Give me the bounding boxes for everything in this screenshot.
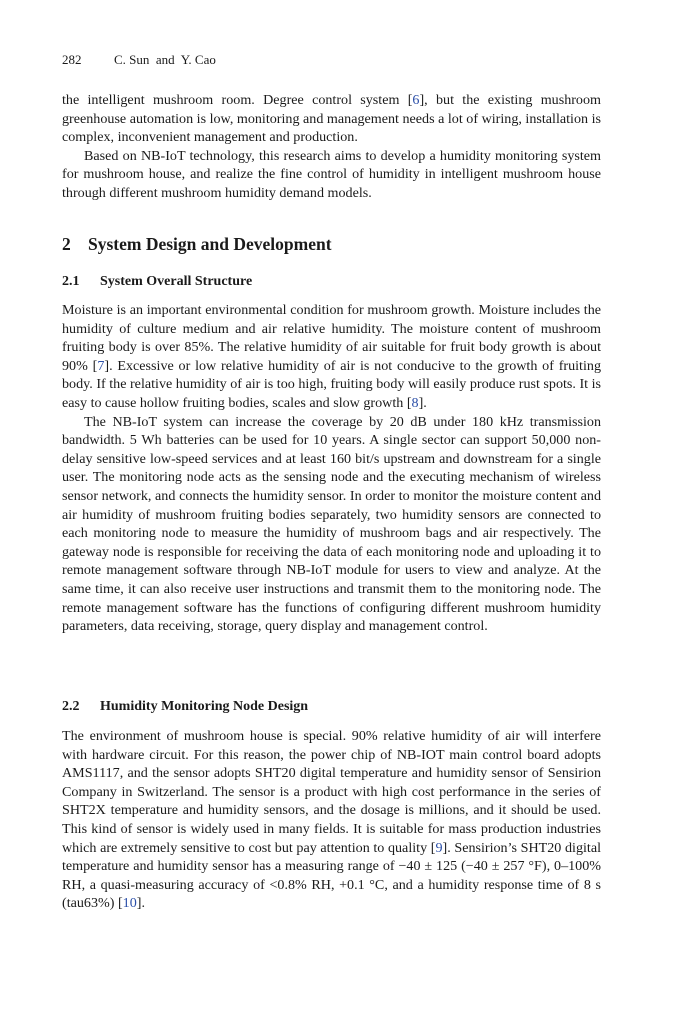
citation-link-9[interactable]: 9 (435, 839, 443, 856)
paragraph-environment (62, 727, 601, 913)
citation-link-8[interactable]: 8 (411, 394, 419, 411)
paragraph-moisture (62, 301, 601, 413)
subsection-title: Humidity Monitoring Node Design (100, 699, 309, 714)
running-header (62, 52, 216, 68)
subsection-number: 2.2 (62, 699, 80, 714)
subsection-heading-2-1 (62, 273, 601, 291)
text-run: ]. Excessive or low relative humidity of air is not conducive to the growth of fruiting body. If the relative humidity of air is too high, fruiting body will easily produce rust spots. It is easy to cause hollow fruiting bodies, scales and slow growth [ (62, 357, 601, 411)
intro-paragraph-2: Based on NB-IoT technology, this research aims to develop a humidity monitoring system for mushroom house, and realize the fine control of humidity in intelligent mushroom house through different mushroom humidity demand models. (62, 147, 601, 201)
subsection-2-1-body (62, 301, 601, 636)
paragraph-nbiot-system: The NB-IoT system can increase the coverage by 20 dB under 180 kHz transmission bandwidth. 5 Wh batteries can be used for 10 years. A single sector can support 50,000 non-delay sensitive low-speed services and at least 160 bit/s upstream and downstream for a single user. The monitoring node acts as the sensing node and the executing mechanism of wireless sensor network, and connects the humidity sensor. In order to monitor the moisture content and air humidity of mushroom fruiting bodies separately, two humidity sensors are connected to each monitoring node to measure the humidity of mushroom bags and air respectively. The gateway node is responsible for receiving the data of each monitoring node and uploading it to remote management software through NB-IoT module for users to view and analyze. At the same time, it can also receive user instructions and transmit them to the monitoring node. The remote management software has the functions of configuring different mushroom humidity parameters, data receiving, storage, query display and management control. (62, 413, 601, 635)
text-run: the intelligent mushroom room. Degree control system [ (62, 92, 413, 108)
intro-block (62, 91, 601, 203)
subsection-number: 2.1 (62, 274, 80, 289)
citation-link-10[interactable]: 10 (122, 895, 137, 912)
text-run: ], but the existing mushroom greenhouse automation is low, monitoring and management needs a lot of wiring, installation is complex, inconvenient management and production. (62, 92, 601, 146)
citation-link-6[interactable]: 6 (412, 92, 420, 108)
text-run: ]. Sensirion’s SHT20 digital temperature and humidity sensor has a measuring range of −40 ± 125 (−40 ± 257 °F), 0–100% RH, a quasi-measuring accuracy of <0.8% RH, +0.1 °C, and a humidity response time of 8 s (tau63%) [ (62, 839, 601, 912)
text-run: The environment of mushroom house is special. 90% relative humidity of air will interfere with hardware circuit. For this reason, the power chip of NB-IOT main control board adopts AMS1117, and the sensor adopts SHT20 digital temperature and humidity sensor of Sensirion Company in Switzerland. The sensor is a product with high cost performance in the series of SHT2X temperature and humidity sensors, and the dosage is millions, and it should be used. This kind of sensor is widely used in many fields. It is suitable for mass production industries which are extremely sensitive to cost but pay attention to quality [ (62, 728, 601, 856)
intro-paragraph-1 (62, 91, 601, 147)
subsection-title: System Overall Structure (100, 274, 253, 289)
text-run: ]. (418, 394, 427, 411)
section-title: System Design and Development (88, 234, 332, 254)
subsection-2-2-body (62, 727, 601, 913)
running-header-authors: C. Sun and Y. Cao (114, 52, 216, 67)
page-number: 282 (62, 52, 82, 67)
text-run: ]. (136, 895, 145, 912)
subsection-heading-2-2 (62, 698, 601, 716)
section-heading-2 (62, 233, 601, 255)
text-run: Moisture is an important environmental condition for mushroom growth. Moisture includes the humidity of culture medium and air relative humidity. The moisture content of mushroom fruiting body is over 85%. The relative humidity of air suitable for fruit body growth is about 90% [ (62, 302, 601, 374)
citation-link-7[interactable]: 7 (97, 357, 105, 374)
section-number: 2 (62, 234, 71, 254)
